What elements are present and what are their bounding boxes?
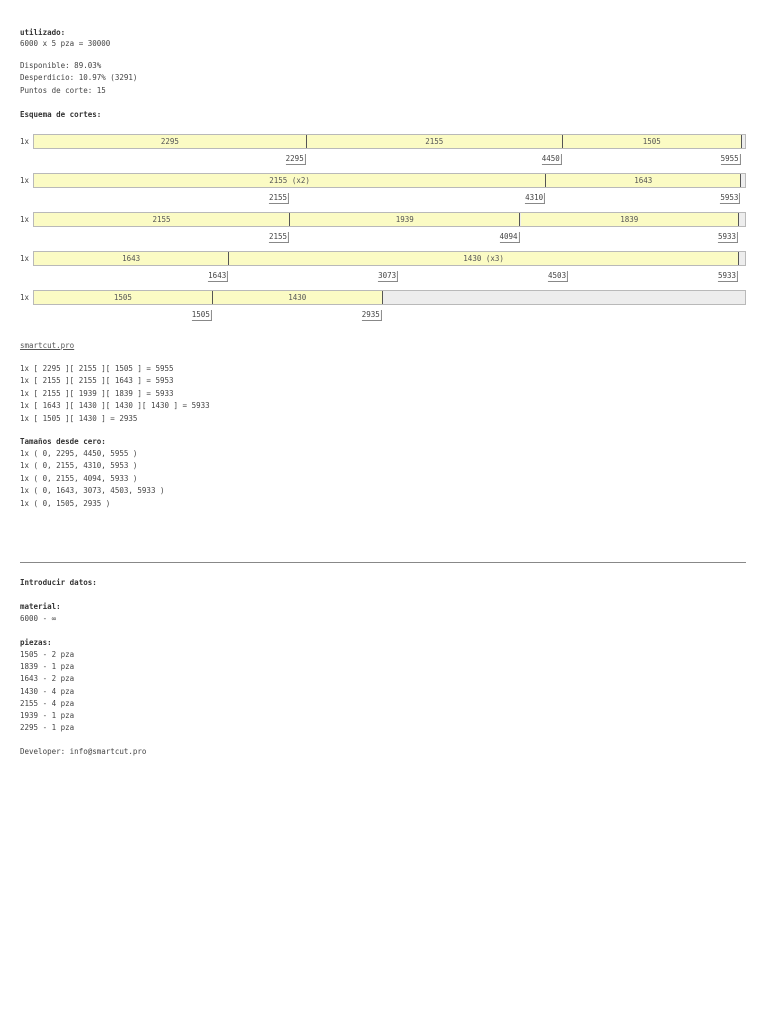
cut-mark: 4310 (525, 193, 544, 202)
bar-qty: 1x (20, 176, 30, 185)
pieza-line: 1939 - 1 pza (20, 711, 75, 720)
cut-piece: 2155 (34, 213, 290, 226)
material-label: material: (20, 602, 61, 611)
pieza-line: 2155 - 4 pza (20, 698, 75, 708)
cut-piece: 1505 (34, 291, 213, 304)
tamano-line: 1x ( 0, 2295, 4450, 5955 ) (20, 449, 138, 458)
cut-piece: 1839 (521, 213, 740, 226)
cut-mark: 2295 (285, 154, 304, 163)
cut-mark: 1643 (208, 271, 227, 280)
stock-bar (33, 290, 746, 305)
pieza-line: 1505 - 2 pza (20, 650, 75, 659)
pieza-line: 1643 - 2 pza (20, 674, 75, 684)
tamano-line: 1x ( 0, 2155, 4094, 5933 ) (20, 473, 138, 483)
input-title: Introducir datos: (20, 578, 97, 587)
cut-mark: 4450 (541, 154, 560, 163)
cut-mark: 2935 (361, 310, 380, 319)
tamano-line: 1x ( 0, 2155, 4310, 5953 ) (20, 461, 138, 471)
pieza-line: 1839 - 1 pza (20, 662, 75, 672)
cut-piece: 2155 (x2) (34, 174, 546, 187)
utilizado-label: utilizado: (20, 28, 66, 37)
utilizado-value: 6000 x 5 pza = 30000 (20, 39, 111, 48)
cut-mark: 2155 (269, 232, 288, 241)
tamano-line: 1x ( 0, 1643, 3073, 4503, 5933 ) (20, 486, 165, 496)
section-divider (20, 562, 746, 563)
bar-qty: 1x (20, 293, 30, 302)
disponible-text: Disponible: 89.03% (20, 61, 102, 70)
cut-piece: 1430 (x3) (229, 252, 739, 265)
cut-piece: 1939 (290, 213, 520, 226)
cut-piece: 1643 (546, 174, 741, 187)
cut-piece: 1430 (213, 291, 383, 304)
material-value: 6000 - ∞ (20, 614, 57, 623)
stock-bar (33, 212, 746, 227)
stock-bar (33, 134, 746, 149)
formula-line: 1x [ 1643 ][ 1430 ][ 1430 ][ 1430 ] = 5933 (20, 401, 210, 411)
pieza-line: 1430 - 4 pza (20, 686, 75, 696)
puntos-text: Puntos de corte: 15 (20, 86, 106, 95)
formula-line: 1x [ 2155 ][ 1939 ][ 1839 ] = 5933 (20, 388, 174, 398)
cut-mark: 3073 (378, 271, 397, 280)
bar-qty: 1x (20, 137, 30, 146)
desperdicio-text: Desperdicio: 10.97% (3291) (20, 73, 138, 82)
piezas-label: piezas: (20, 638, 52, 647)
formula-line: 1x [ 2155 ][ 2155 ][ 1643 ] = 5953 (20, 376, 174, 386)
cut-mark: 5933 (717, 271, 737, 280)
cut-mark: 2155 (269, 193, 288, 202)
bar-qty: 1x (20, 254, 30, 263)
formula-line: 1x [ 2295 ][ 2155 ][ 1505 ] = 5955 (20, 364, 174, 373)
pieza-line: 2295 - 1 pza (20, 723, 75, 733)
cut-mark: 4503 (548, 271, 567, 280)
stock-bar (33, 173, 746, 188)
esquema-label: Esquema de cortes: (20, 110, 102, 119)
stock-bar (33, 251, 746, 266)
cut-mark: 4094 (499, 232, 518, 241)
cut-mark: 5953 (720, 193, 739, 202)
formula-line: 1x [ 1505 ][ 1430 ] = 2935 (20, 413, 138, 423)
bar-qty: 1x (20, 215, 30, 224)
cut-piece: 2295 (34, 135, 307, 148)
smartcut-link[interactable]: smartcut.pro (20, 341, 75, 350)
cut-mark: 5955 (720, 154, 739, 163)
cut-mark: 5933 (717, 232, 737, 241)
cut-piece: 1643 (34, 252, 229, 265)
cut-piece: 2155 (307, 135, 563, 148)
cut-piece: 1505 (563, 135, 742, 148)
developer-text: Developer: info@smartcut.pro (20, 747, 147, 756)
tamano-line: 1x ( 0, 1505, 2935 ) (20, 498, 111, 508)
cut-mark: 1505 (191, 310, 210, 319)
tamanos-label: Tamaños desde cero: (20, 437, 106, 446)
